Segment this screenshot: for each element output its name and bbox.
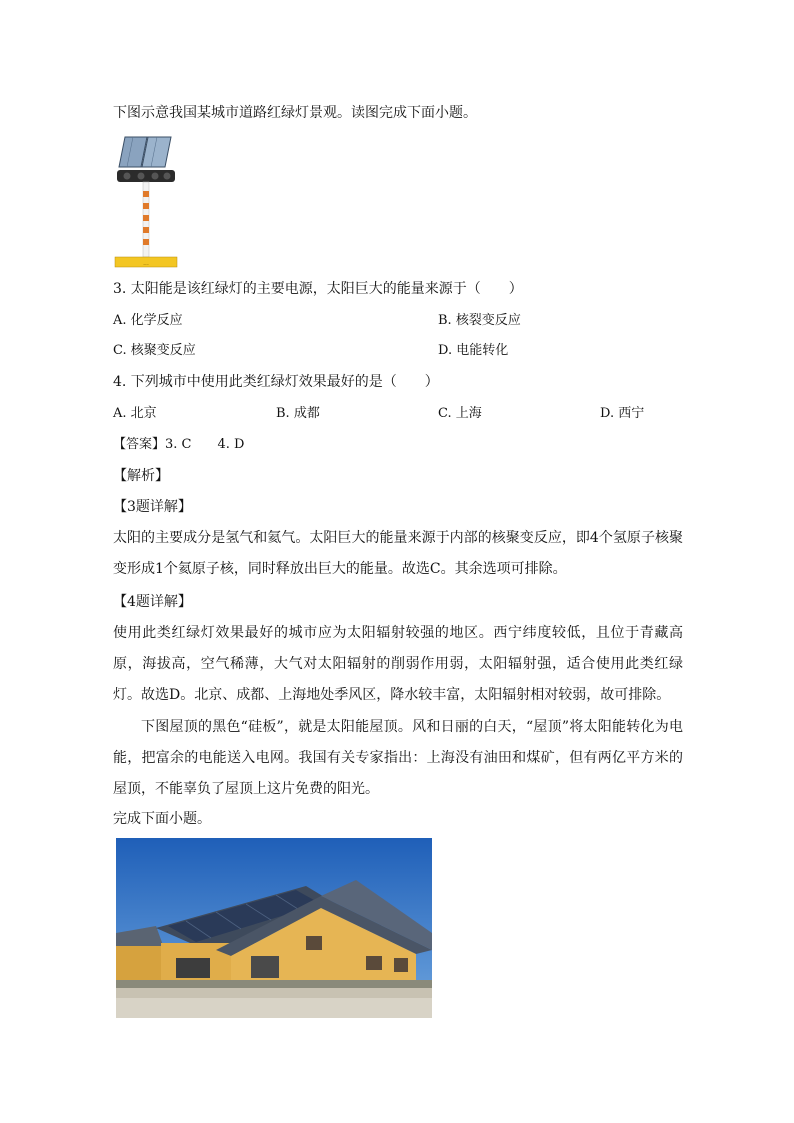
- intro-text: 下图示意我国某城市道路红绿灯景观。读图完成下面小题。: [113, 105, 477, 121]
- q3-option-a: A. 化学反应: [113, 313, 183, 328]
- analysis-heading: 【解析】: [113, 468, 169, 484]
- base-sign-text: ...: [143, 260, 149, 267]
- q4-detail-heading: 【4题详解】: [113, 594, 192, 610]
- q3-option-b: B. 核裂变反应: [438, 313, 521, 328]
- q3-option-c: C. 核聚变反应: [113, 343, 196, 358]
- q4-option-d: D. 西宁: [600, 406, 645, 421]
- q3-detail-text: 太阳的主要成分是氢气和氦气。太阳巨大的能量来源于内部的核聚变反应，即4个氢原子核聚变形成1个氦原子核，同时释放出巨大的能量。故选C。其余选项可排除。: [113, 530, 683, 577]
- q4-stem: 4. 下列城市中使用此类红绿灯效果最好的是（ ）: [113, 374, 439, 390]
- q3-option-d: D. 电能转化: [438, 343, 509, 358]
- passage2-end: 完成下面小题。: [113, 811, 211, 827]
- answer-line: 【答案】3. C 4. D: [113, 437, 245, 452]
- q4-detail-text: 使用此类红绿灯效果最好的城市应为太阳辐射较强的地区。西宁纬度较低，且位于青藏高原，海拔高，空气稀薄，大气对太阳辐射的削弱作用弱，太阳辐射强，适合使用此类红绿灯。故选D。北京、成都、上海地处季风区，降水较丰富，太阳辐射相对较弱，故可排除。: [113, 625, 683, 703]
- solar-traffic-light-image: [113, 135, 181, 269]
- q4-option-c: C. 上海: [438, 406, 482, 421]
- q4-option-b: B. 成都: [276, 406, 320, 421]
- solar-roof-house-image: [116, 838, 432, 1018]
- q4-option-a: A. 北京: [113, 406, 157, 421]
- q3-stem: 3. 太阳能是该红绿灯的主要电源，太阳巨大的能量来源于（ ）: [113, 281, 523, 297]
- passage2-text: 下图屋顶的黑色“硅板”，就是太阳能屋顶。风和日丽的白天，“屋顶”将太阳能转化为电能，把富余的电能送入电网。我国有关专家指出：上海没有油田和煤矿，但有两亿平方米的屋顶，不能辜负了屋顶上这片免费的阳光。: [113, 719, 683, 797]
- q3-detail-heading: 【3题详解】: [113, 499, 192, 515]
